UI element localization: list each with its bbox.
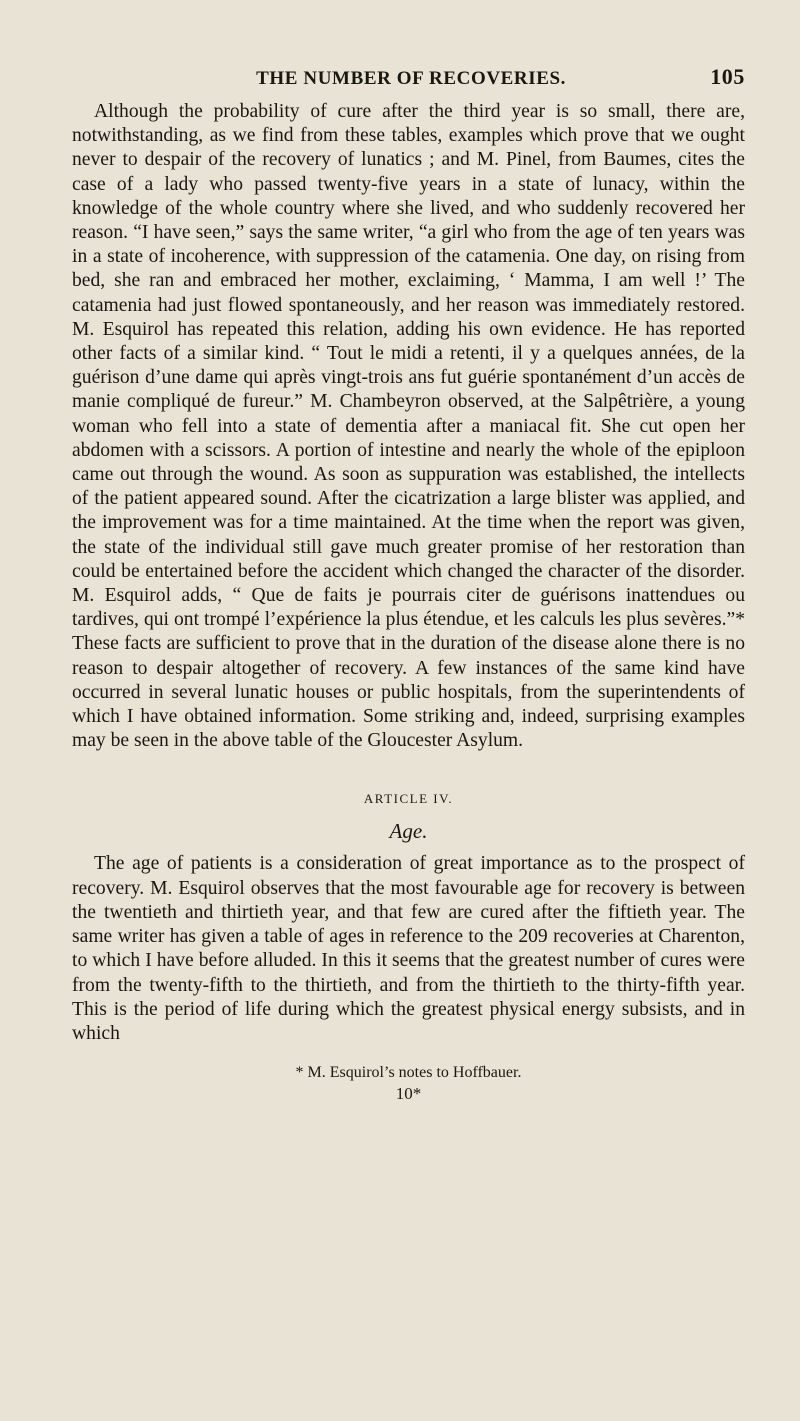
running-head: [72, 64, 745, 90]
signature-mark: 10*: [395, 1084, 422, 1104]
paragraph-recovery-examples: Although the probability of cure after the third year is so small, there are, notwithstanding, as we find from these tables, examples which prove that we ought never to despair of the recovery of lunatics ; and M. Pinel, from Baumes, cites the case of a lady who passed twenty-five years in a state of lunacy, within the knowledge of the whole country where she lived, and who suddenly recovered her reason. “I have seen,” says the same writer, “a girl who from the age of ten years was in a state of incoherence, with suppression of the catamenia. One day, on rising from bed, she ran and embraced her mother, exclaiming, ‘ Mamma, I am well !’ The catamenia had just flowed spontaneously, and her reason was immediately restored. M. Esquirol has repeated this relation, adding his own evidence. He has reported other facts of a similar kind. “ Tout le midi a retenti, il y a quelques années, de la guérison d’une dame qui après vingt-trois ans fut guérie spontanément d’un accès de manie compliqué de fureur.” M. Chambeyron observed, at the Salpêtrière, a young woman who fell into a state of dementia after a maniacal fit. She cut open her abdomen with a scissors. A portion of intestine and nearly the whole of the epiploon came out through the wound. As soon as suppuration was established, the intellects of the patient appeared sound. After the cicatrization a large blister was applied, and the improvement was for a time maintained. At the time when the report was given, the state of the individual still gave much greater promise of her restoration than could be entertained before the accident which changed the character of the disorder. M. Esquirol adds, “ Que de faits je pourrais citer de guérisons inattendues ou tardives, qui ont trompé l’expérience la plus étendue, et les calculs les plus sevères.”* These facts are sufficient to prove that in the duration of the disease alone there is no reason to despair altogether of recovery. A few instances of the same kind have occurred in several lunatic houses or public hospitals, from the superintendents of which I have obtained information. Some striking and, indeed, surprising examples may be seen in the above table of the Gloucester Asylum.: [72, 101, 745, 752]
running-head-title: THE NUMBER OF RECOVERIES.: [256, 68, 567, 89]
section-title: Age.: [389, 819, 428, 844]
page-number: 105: [710, 64, 745, 89]
article-heading: ARTICLE IV.: [363, 791, 454, 807]
paragraph-age: The age of patients is a consideration of great importance as to the prospect of recovery. M. Esquirol observes that the most favourable age for recovery is between the twentieth and thirtieth year, and that few are cured after the fiftieth year. The same writer has given a table of ages in reference to the 209 recoveries at Charenton, to which I have before alluded. In this it seems that the greatest number of cures were from the twenty-fifth to the thirtieth, and from the thirtieth to the thirty-fifth year. This is the period of life during which the greatest physical energy subsists, and in which: [72, 853, 745, 1044]
footnote: * M. Esquirol’s notes to Hoffbauer.: [295, 1064, 522, 1082]
